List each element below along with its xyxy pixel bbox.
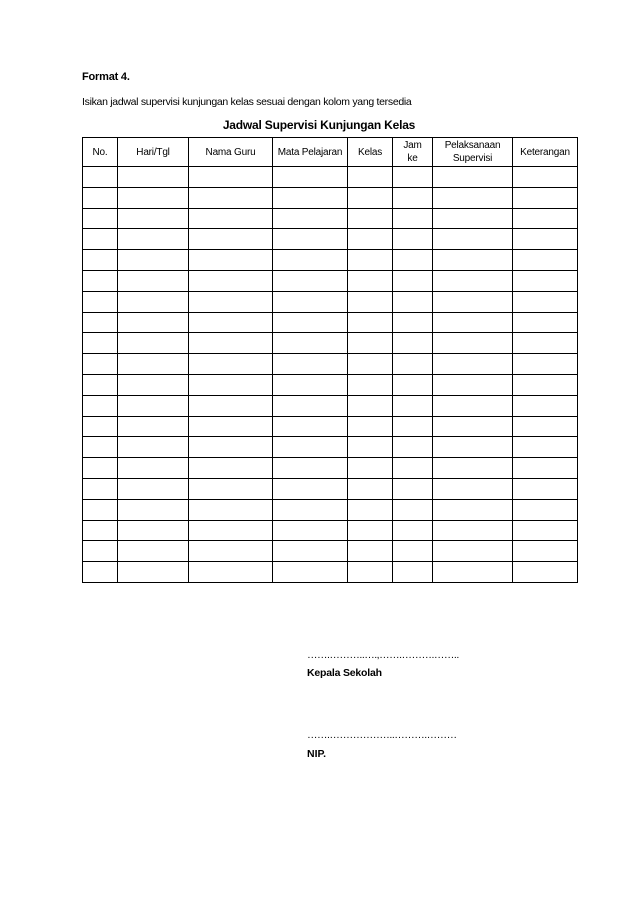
cell-pelaksanaan-supervisi (433, 395, 513, 416)
table-row (83, 312, 578, 333)
cell-nama-guru (189, 312, 273, 333)
cell-keterangan (513, 167, 578, 188)
cell-no (83, 458, 118, 479)
cell-hari-tgl (118, 541, 189, 562)
header-no: No. (83, 138, 118, 167)
table-row (83, 167, 578, 188)
cell-kelas (348, 395, 393, 416)
signatory-role: Kepala Sekolah (307, 667, 382, 679)
header-hari-tgl: Hari/Tgl (118, 138, 189, 167)
cell-mata-pelajaran (273, 437, 348, 458)
cell-pelaksanaan-supervisi (433, 520, 513, 541)
cell-keterangan (513, 229, 578, 250)
table-row (83, 250, 578, 271)
cell-pelaksanaan-supervisi (433, 229, 513, 250)
header-nama-guru: Nama Guru (189, 138, 273, 167)
cell-no (83, 354, 118, 375)
cell-hari-tgl (118, 229, 189, 250)
header-keterangan: Keterangan (513, 138, 578, 167)
header-pelaksanaan-line2: Supervisi (452, 153, 493, 164)
header-pelaksanaan-line1: Pelaksanaan (444, 140, 501, 151)
cell-nama-guru (189, 270, 273, 291)
table-title: Jadwal Supervisi Kunjungan Kelas (222, 118, 416, 132)
cell-hari-tgl (118, 354, 189, 375)
cell-no (83, 208, 118, 229)
cell-hari-tgl (118, 208, 189, 229)
cell-jam-ke (393, 312, 433, 333)
cell-mata-pelajaran (273, 395, 348, 416)
cell-pelaksanaan-supervisi (433, 541, 513, 562)
cell-keterangan (513, 416, 578, 437)
table-row (83, 229, 578, 250)
cell-no (83, 541, 118, 562)
cell-nama-guru (189, 541, 273, 562)
cell-kelas (348, 499, 393, 520)
cell-mata-pelajaran (273, 520, 348, 541)
table-row (83, 395, 578, 416)
cell-pelaksanaan-supervisi (433, 291, 513, 312)
cell-kelas (348, 520, 393, 541)
cell-mata-pelajaran (273, 312, 348, 333)
cell-no (83, 562, 118, 583)
cell-kelas (348, 354, 393, 375)
cell-kelas (348, 291, 393, 312)
cell-hari-tgl (118, 478, 189, 499)
cell-no (83, 312, 118, 333)
cell-nama-guru (189, 354, 273, 375)
table-row (83, 437, 578, 458)
cell-keterangan (513, 291, 578, 312)
table-header-row (83, 138, 578, 167)
table-row (83, 520, 578, 541)
header-jam-ke-line1: Jam (403, 140, 422, 151)
cell-keterangan (513, 562, 578, 583)
table-row (83, 333, 578, 354)
cell-pelaksanaan-supervisi (433, 167, 513, 188)
cell-keterangan (513, 458, 578, 479)
cell-mata-pelajaran (273, 291, 348, 312)
cell-jam-ke (393, 416, 433, 437)
cell-kelas (348, 458, 393, 479)
cell-mata-pelajaran (273, 499, 348, 520)
cell-hari-tgl (118, 562, 189, 583)
cell-jam-ke (393, 354, 433, 375)
cell-pelaksanaan-supervisi (433, 250, 513, 271)
cell-no (83, 333, 118, 354)
cell-no (83, 270, 118, 291)
cell-kelas (348, 416, 393, 437)
table-row (83, 354, 578, 375)
cell-nama-guru (189, 458, 273, 479)
cell-jam-ke (393, 167, 433, 188)
table-row (83, 541, 578, 562)
cell-nama-guru (189, 437, 273, 458)
cell-keterangan (513, 187, 578, 208)
cell-kelas (348, 250, 393, 271)
cell-nama-guru (189, 478, 273, 499)
cell-pelaksanaan-supervisi (433, 562, 513, 583)
table-row (83, 478, 578, 499)
table-row (83, 374, 578, 395)
cell-no (83, 291, 118, 312)
cell-jam-ke (393, 437, 433, 458)
cell-mata-pelajaran (273, 416, 348, 437)
place-date-line: …….………..….,…….……….…….. (307, 649, 459, 661)
header-jam-ke (393, 138, 433, 167)
table-row (83, 291, 578, 312)
cell-pelaksanaan-supervisi (433, 437, 513, 458)
cell-hari-tgl (118, 167, 189, 188)
cell-kelas (348, 562, 393, 583)
cell-hari-tgl (118, 499, 189, 520)
cell-kelas (348, 270, 393, 291)
cell-mata-pelajaran (273, 187, 348, 208)
schedule-table (82, 137, 578, 583)
cell-nama-guru (189, 250, 273, 271)
cell-mata-pelajaran (273, 333, 348, 354)
cell-pelaksanaan-supervisi (433, 312, 513, 333)
cell-jam-ke (393, 478, 433, 499)
cell-hari-tgl (118, 333, 189, 354)
cell-keterangan (513, 541, 578, 562)
cell-keterangan (513, 250, 578, 271)
cell-keterangan (513, 437, 578, 458)
cell-pelaksanaan-supervisi (433, 416, 513, 437)
format-label: Format 4. (82, 71, 130, 83)
cell-no (83, 229, 118, 250)
cell-no (83, 395, 118, 416)
header-jam-ke-line2: ke (407, 153, 418, 164)
cell-jam-ke (393, 520, 433, 541)
table-row (83, 499, 578, 520)
cell-kelas (348, 478, 393, 499)
cell-mata-pelajaran (273, 458, 348, 479)
cell-nama-guru (189, 187, 273, 208)
cell-pelaksanaan-supervisi (433, 354, 513, 375)
cell-nama-guru (189, 167, 273, 188)
cell-nama-guru (189, 229, 273, 250)
cell-keterangan (513, 270, 578, 291)
cell-hari-tgl (118, 437, 189, 458)
cell-no (83, 437, 118, 458)
cell-no (83, 416, 118, 437)
cell-kelas (348, 187, 393, 208)
cell-nama-guru (189, 291, 273, 312)
cell-mata-pelajaran (273, 562, 348, 583)
cell-keterangan (513, 333, 578, 354)
cell-pelaksanaan-supervisi (433, 187, 513, 208)
cell-hari-tgl (118, 270, 189, 291)
cell-no (83, 374, 118, 395)
cell-kelas (348, 437, 393, 458)
cell-jam-ke (393, 270, 433, 291)
cell-nama-guru (189, 333, 273, 354)
cell-mata-pelajaran (273, 270, 348, 291)
cell-jam-ke (393, 250, 433, 271)
cell-kelas (348, 541, 393, 562)
cell-nama-guru (189, 374, 273, 395)
table-row (83, 458, 578, 479)
cell-mata-pelajaran (273, 229, 348, 250)
cell-pelaksanaan-supervisi (433, 270, 513, 291)
cell-pelaksanaan-supervisi (433, 499, 513, 520)
cell-jam-ke (393, 229, 433, 250)
header-kelas: Kelas (348, 138, 393, 167)
cell-nama-guru (189, 520, 273, 541)
cell-keterangan (513, 478, 578, 499)
cell-mata-pelajaran (273, 208, 348, 229)
cell-keterangan (513, 354, 578, 375)
cell-pelaksanaan-supervisi (433, 374, 513, 395)
table-row (83, 562, 578, 583)
cell-pelaksanaan-supervisi (433, 333, 513, 354)
table-row (83, 416, 578, 437)
cell-jam-ke (393, 499, 433, 520)
cell-mata-pelajaran (273, 541, 348, 562)
cell-mata-pelajaran (273, 250, 348, 271)
cell-keterangan (513, 395, 578, 416)
cell-hari-tgl (118, 312, 189, 333)
cell-no (83, 478, 118, 499)
cell-keterangan (513, 499, 578, 520)
header-mata-pelajaran: Mata Pelajaran (273, 138, 348, 167)
table-row (83, 187, 578, 208)
cell-mata-pelajaran (273, 167, 348, 188)
cell-pelaksanaan-supervisi (433, 478, 513, 499)
cell-keterangan (513, 520, 578, 541)
cell-mata-pelajaran (273, 478, 348, 499)
cell-jam-ke (393, 208, 433, 229)
cell-jam-ke (393, 374, 433, 395)
cell-hari-tgl (118, 395, 189, 416)
nip-label: NIP. (307, 748, 327, 760)
signatory-name-line: …….………………..……….……… (307, 729, 457, 741)
cell-keterangan (513, 312, 578, 333)
cell-nama-guru (189, 416, 273, 437)
cell-nama-guru (189, 395, 273, 416)
cell-hari-tgl (118, 187, 189, 208)
header-pelaksanaan-supervisi (433, 138, 513, 167)
table-row (83, 270, 578, 291)
cell-nama-guru (189, 499, 273, 520)
cell-pelaksanaan-supervisi (433, 208, 513, 229)
table-row (83, 208, 578, 229)
cell-jam-ke (393, 187, 433, 208)
cell-nama-guru (189, 562, 273, 583)
cell-hari-tgl (118, 458, 189, 479)
cell-jam-ke (393, 291, 433, 312)
cell-kelas (348, 208, 393, 229)
cell-nama-guru (189, 208, 273, 229)
cell-jam-ke (393, 458, 433, 479)
cell-kelas (348, 312, 393, 333)
cell-jam-ke (393, 541, 433, 562)
cell-pelaksanaan-supervisi (433, 458, 513, 479)
cell-kelas (348, 374, 393, 395)
table-body (83, 167, 578, 583)
cell-keterangan (513, 374, 578, 395)
cell-mata-pelajaran (273, 354, 348, 375)
cell-no (83, 250, 118, 271)
cell-no (83, 167, 118, 188)
cell-hari-tgl (118, 250, 189, 271)
cell-kelas (348, 229, 393, 250)
cell-no (83, 187, 118, 208)
cell-hari-tgl (118, 520, 189, 541)
cell-kelas (348, 167, 393, 188)
cell-no (83, 499, 118, 520)
cell-jam-ke (393, 395, 433, 416)
instructions-text: Isikan jadwal supervisi kunjungan kelas sesuai dengan kolom yang tersedia (82, 96, 412, 108)
cell-hari-tgl (118, 291, 189, 312)
cell-keterangan (513, 208, 578, 229)
cell-jam-ke (393, 333, 433, 354)
cell-mata-pelajaran (273, 374, 348, 395)
cell-no (83, 520, 118, 541)
cell-kelas (348, 333, 393, 354)
cell-hari-tgl (118, 416, 189, 437)
cell-hari-tgl (118, 374, 189, 395)
cell-jam-ke (393, 562, 433, 583)
